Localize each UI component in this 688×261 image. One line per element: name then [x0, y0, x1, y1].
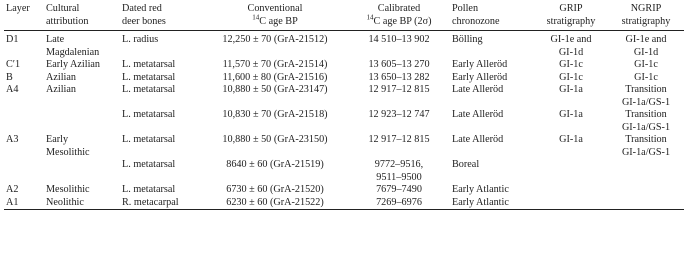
cell-cultural-line: Neolithic: [46, 196, 84, 208]
cell-pollen-text: Bölling: [452, 34, 483, 45]
cell-ngrip-line: GI-1a/GS-1: [621, 121, 671, 133]
cell-grip: [534, 31, 608, 60]
header-layer: [4, 0, 44, 31]
cell-pollen: [450, 134, 534, 159]
cell-grip: [534, 184, 608, 197]
cell-ngrip-line: Transition: [625, 84, 667, 95]
table-row: [4, 59, 684, 72]
cell-bone: [120, 197, 202, 210]
cell-cal: [348, 184, 450, 197]
cell-bone: [120, 184, 202, 197]
cell-cal: [348, 59, 450, 72]
cell-conv: [202, 184, 348, 197]
header-conventional-line2: [204, 13, 346, 29]
cell-layer-text: A3: [6, 134, 19, 145]
header-row: [4, 0, 684, 31]
header-calibrated: [348, 0, 450, 31]
cell-ngrip: [608, 197, 684, 210]
cell-pollen-text: Late Alleröd: [452, 84, 504, 95]
cell-cal: [348, 72, 450, 85]
cell-grip: [534, 159, 608, 184]
cell-layer: [4, 197, 44, 210]
cell-ngrip-line: Transition: [625, 134, 667, 145]
cell-bone: [120, 109, 202, 134]
cell-ngrip-line: GI-1e and: [625, 34, 667, 45]
cell-grip-line: GI-1a: [559, 84, 583, 95]
header-calibrated-sup: 14: [366, 13, 374, 22]
cell-bone-text: L. metatarsal: [122, 59, 176, 70]
header-conventional-sup: 14: [252, 13, 260, 22]
header-calibrated-line2: [350, 13, 448, 29]
cell-grip: [534, 134, 608, 159]
cell-pollen: [450, 184, 534, 197]
cell-pollen: [450, 72, 534, 85]
header-calibrated-text: C age BP (2σ): [373, 15, 432, 27]
cell-layer: [4, 159, 44, 184]
cell-cultural: [44, 184, 120, 197]
cell-conv-text: 11,600 ± 80 (GrA-21516): [222, 71, 328, 83]
cell-ngrip: [608, 184, 684, 197]
header-ngrip: [608, 0, 684, 31]
cell-conv: [202, 59, 348, 72]
cell-layer: [4, 72, 44, 85]
cell-cultural: [44, 197, 120, 210]
cell-ngrip-line: Transition: [625, 109, 667, 120]
cell-bone-text: L. radius: [122, 34, 159, 45]
header-ngrip-line1: NGRIP: [630, 3, 662, 14]
cell-cal-line: 12 917–12 815: [368, 84, 430, 95]
cell-cultural: [44, 159, 120, 184]
cell-cal: [348, 197, 450, 210]
cell-conv-text: 12,250 ± 70 (GrA-21512): [222, 34, 328, 45]
cell-conv-text: 6230 ± 60 (GrA-21522): [226, 196, 324, 208]
cell-cultural: [44, 31, 120, 60]
cell-cultural: [44, 134, 120, 159]
cell-ngrip: [608, 109, 684, 134]
table-row: [4, 84, 684, 109]
cell-ngrip-line: GI-1d: [633, 46, 659, 58]
header-conventional: [202, 0, 348, 31]
cell-bone: [120, 72, 202, 85]
cell-layer: [4, 84, 44, 109]
cell-grip: [534, 72, 608, 85]
cell-layer: [4, 31, 44, 60]
table-row: [4, 184, 684, 197]
cell-layer-text: D1: [6, 34, 19, 45]
cell-cultural-line: Early Azilian: [46, 59, 101, 70]
cell-conv: [202, 197, 348, 210]
cell-cal: [348, 109, 450, 134]
cell-grip-line: GI-1a: [559, 134, 583, 145]
cell-layer: [4, 59, 44, 72]
cell-cultural-line: Azilian: [46, 71, 76, 83]
cell-cal-line: 7269–6976: [376, 196, 422, 208]
cell-conv: [202, 31, 348, 60]
cell-conv: [202, 84, 348, 109]
cell-cultural-line: Mesolithic: [46, 146, 90, 158]
header-grip-line1: GRIP: [559, 3, 583, 14]
cell-bone: [120, 134, 202, 159]
cell-cultural: [44, 109, 120, 134]
cell-layer: [4, 109, 44, 134]
cell-grip: [534, 197, 608, 210]
cell-bone: [120, 31, 202, 60]
cell-layer-text: A4: [6, 84, 19, 95]
cell-conv: [202, 159, 348, 184]
header-cultural: [44, 0, 120, 31]
table-row: [4, 197, 684, 210]
cell-cultural-line: Late: [46, 34, 65, 45]
cell-grip: [534, 109, 608, 134]
table-row: [4, 109, 684, 134]
cell-grip-line: GI-1e and: [550, 34, 592, 45]
cell-cultural-line: Early: [46, 134, 69, 145]
cell-conv-text: 10,830 ± 70 (GrA-21518): [222, 109, 328, 120]
cell-ngrip-line: GI-1c: [634, 71, 658, 83]
cell-bone: [120, 59, 202, 72]
header-calibrated-line1: Calibrated: [377, 3, 421, 14]
header-dated-line1: Dated red: [122, 3, 162, 14]
cell-pollen-text: Early Atlantic: [452, 196, 509, 208]
cell-cal-line: 14 510–13 902: [368, 34, 430, 45]
cell-layer-text: A1: [6, 196, 19, 208]
cell-ngrip: [608, 159, 684, 184]
cell-conv-text: 6730 ± 60 (GrA-21520): [226, 184, 324, 195]
cell-pollen: [450, 197, 534, 210]
cell-cal-line: 7679–7490: [376, 184, 422, 195]
header-cultural-line1: Cultural: [46, 3, 80, 14]
table-body: [4, 31, 684, 210]
cell-conv-text: 10,880 ± 50 (GrA-23150): [222, 134, 328, 145]
header-dated-line2: deer bones: [122, 15, 166, 27]
cell-bone-text: L. metatarsal: [122, 84, 176, 95]
cell-grip: [534, 59, 608, 72]
cell-cal: [348, 159, 450, 184]
cell-cultural-line: Mesolithic: [46, 184, 90, 195]
header-ngrip-line2: stratigraphy: [621, 15, 671, 27]
cell-cultural: [44, 59, 120, 72]
cell-conv-text: 8640 ± 60 (GrA-21519): [226, 159, 324, 170]
header-dated: [120, 0, 202, 31]
header-grip-line2: stratigraphy: [546, 15, 596, 27]
cell-layer-text: C′1: [6, 59, 21, 70]
header-pollen-line2: chronozone: [452, 15, 500, 27]
cell-cal-line: 9772–9516,: [374, 159, 424, 170]
cell-bone-text: L. metatarsal: [122, 71, 176, 83]
cell-grip-line: GI-1c: [559, 59, 583, 70]
cell-bone-text: L. metatarsal: [122, 184, 176, 195]
header-conventional-line1: Conventional: [247, 3, 303, 14]
cell-layer-text: B: [6, 71, 13, 83]
cell-grip-line: GI-1a: [559, 109, 583, 120]
cell-bone-text: L. metatarsal: [122, 134, 176, 145]
cell-ngrip-line: GI-1a/GS-1: [621, 146, 671, 158]
header-cultural-line2: attribution: [46, 15, 89, 27]
table-row: [4, 159, 684, 184]
cell-grip-line: GI-1d: [558, 46, 584, 58]
cell-grip: [534, 84, 608, 109]
cell-pollen: [450, 84, 534, 109]
cell-conv-text: 11,570 ± 70 (GrA-21514): [222, 59, 328, 70]
cell-cal: [348, 84, 450, 109]
cell-cal-line: 12 923–12 747: [368, 109, 430, 120]
cell-ngrip: [608, 84, 684, 109]
cell-conv-text: 10,880 ± 50 (GrA-23147): [222, 84, 328, 95]
cell-grip-line: GI-1c: [559, 71, 583, 83]
header-pollen: [450, 0, 534, 31]
cell-bone-text: R. metacarpal: [122, 196, 179, 208]
cell-cultural: [44, 84, 120, 109]
cell-conv: [202, 109, 348, 134]
cell-pollen-text: Late Alleröd: [452, 134, 504, 145]
cell-conv: [202, 72, 348, 85]
cell-cal: [348, 31, 450, 60]
cell-pollen-text: Early Alleröd: [452, 71, 508, 83]
cell-pollen-text: Boreal: [452, 159, 480, 170]
header-pollen-line1: Pollen: [452, 3, 479, 14]
cell-cal-line: 13 605–13 270: [368, 59, 430, 70]
cell-conv: [202, 134, 348, 159]
cell-pollen: [450, 59, 534, 72]
cell-cal: [348, 134, 450, 159]
cell-bone-text: L. metatarsal: [122, 159, 176, 170]
cell-cultural: [44, 72, 120, 85]
cell-bone: [120, 159, 202, 184]
cell-cal-line: 9511–9500: [376, 171, 422, 183]
cell-layer-text: A2: [6, 184, 19, 195]
cell-bone-text: L. metatarsal: [122, 109, 176, 120]
cell-layer: [4, 184, 44, 197]
cell-ngrip: [608, 59, 684, 72]
cell-ngrip-line: GI-1c: [634, 59, 658, 70]
cell-layer: [4, 134, 44, 159]
cell-pollen: [450, 109, 534, 134]
cell-pollen: [450, 31, 534, 60]
cell-bone: [120, 84, 202, 109]
cell-cal-line: 13 650–13 282: [368, 71, 430, 83]
cell-pollen-text: Early Alleröd: [452, 59, 508, 70]
cell-ngrip-line: GI-1a/GS-1: [621, 96, 671, 108]
header-grip: [534, 0, 608, 31]
table-row: [4, 72, 684, 85]
radiocarbon-dates-table: [4, 0, 684, 210]
cell-cultural-line: Magdalenian: [46, 46, 100, 58]
table-row: [4, 31, 684, 60]
cell-cultural-line: Azilian: [46, 84, 76, 95]
header-conventional-text: C age BP: [259, 15, 298, 27]
cell-pollen: [450, 159, 534, 184]
cell-ngrip: [608, 134, 684, 159]
cell-ngrip: [608, 31, 684, 60]
header-layer-text: Layer: [6, 3, 30, 14]
cell-cal-line: 12 917–12 815: [368, 134, 430, 145]
table-row: [4, 134, 684, 159]
cell-pollen-text: Late Alleröd: [452, 109, 504, 120]
cell-pollen-text: Early Atlantic: [452, 184, 509, 195]
cell-ngrip: [608, 72, 684, 85]
